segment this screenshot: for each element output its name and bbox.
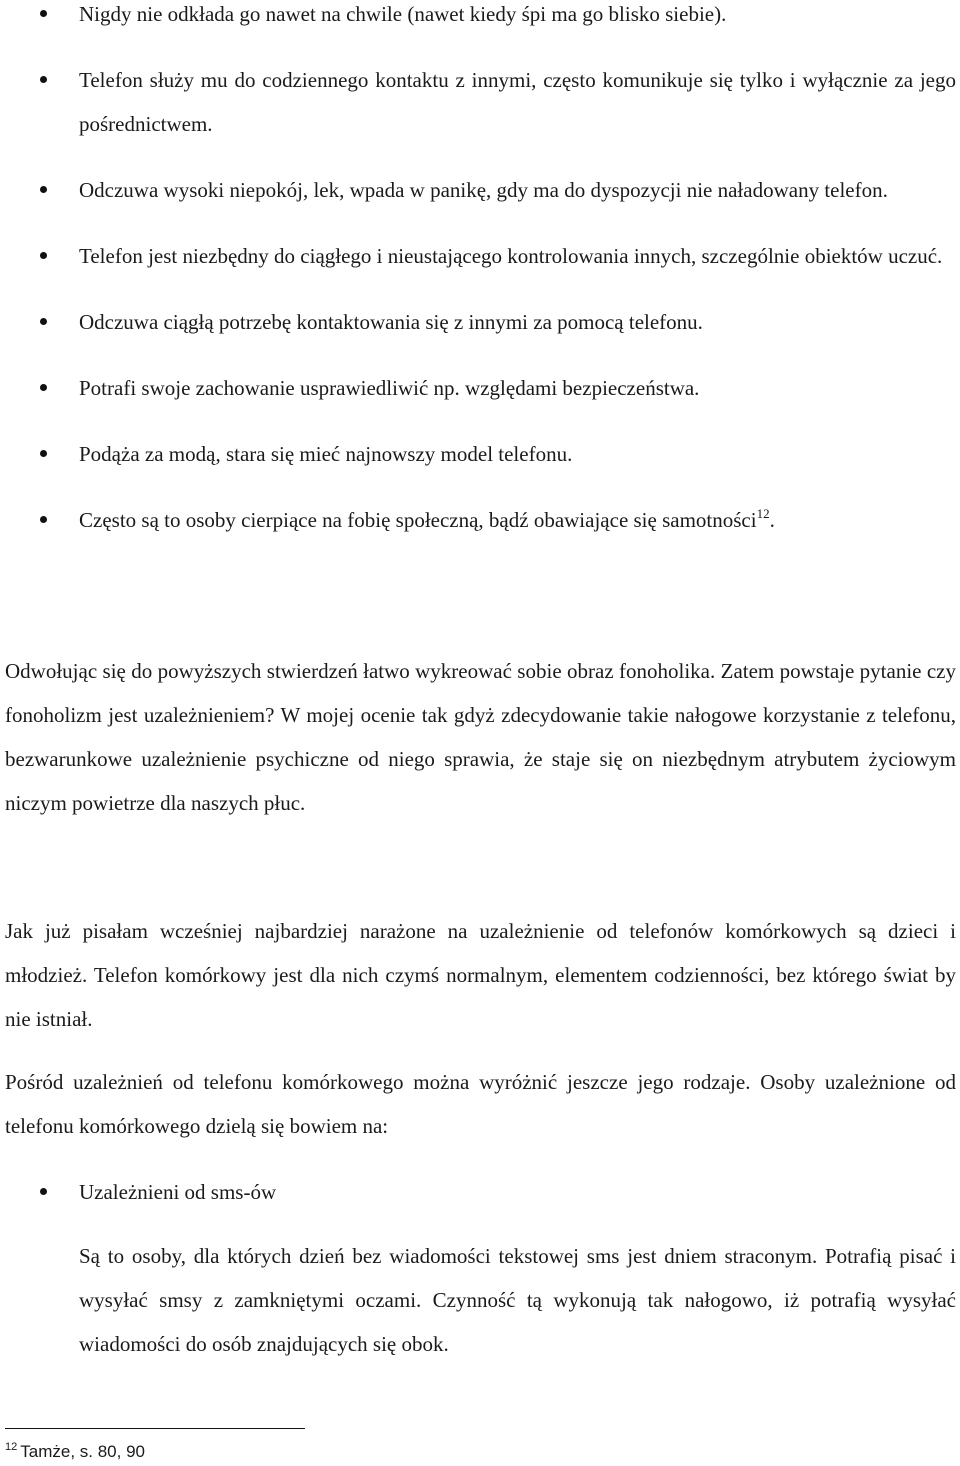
list-item [0, 234, 956, 278]
addiction-types-list [0, 1170, 956, 1214]
bullet-icon [40, 10, 47, 17]
bullet-icon [40, 318, 47, 325]
list-item [0, 168, 956, 212]
list-item-text: Odczuwa ciągłą potrzebę kontaktowania się z innymi za pomocą telefonu. [79, 310, 703, 334]
list-item-text: Często są to osoby cierpiące na fobię społeczną, bądź obawiające się samotności [79, 508, 757, 532]
bullet-icon [40, 384, 47, 391]
list-item-text: Telefon jest niezbędny do ciągłego i nieustającego kontrolowania innych, szczególnie obiektów uczuć. [79, 244, 943, 268]
list-item [0, 0, 956, 36]
type-description: Są to osoby, dla których dzień bez wiadomości tekstowej sms jest dniem straconym. Potrafią pisać i wysyłać smsy z zamkniętymi oczami. Czynność tą wykonują tak nałogowo, iż potrafią wysyłać wiadomości do osób znajdujących się obok. [79, 1244, 956, 1356]
footnote-text: Tamże, s. 80, 90 [20, 1442, 145, 1461]
list-item-text: Potrafi swoje zachowanie usprawiedliwić np. względami bezpieczeństwa. [79, 376, 700, 400]
list-item-text: Odczuwa wysoki niepokój, lek, wpada w panikę, gdy ma do dyspozycji nie naładowany telefon. [79, 178, 888, 202]
list-item [0, 58, 956, 146]
footnote [5, 1440, 145, 1466]
bullet-icon [40, 252, 47, 259]
list-item [0, 366, 956, 410]
list-item [0, 432, 956, 476]
footnote-number: 12 [5, 1441, 18, 1453]
list-item [0, 300, 956, 344]
list-item [0, 1170, 956, 1214]
bullet-icon [40, 516, 47, 523]
paragraph: Jak już pisałam wcześniej najbardziej narażone na uzależnienie od telefonów komórkowych są dzieci i młodzież. Telefon komórkowy jest dla nich czymś normalnym, elementem codzienności, bez którego świat by nie istniał. [5, 919, 956, 1031]
list-item-text: Podąża za modą, stara się mieć najnowszy model telefonu. [79, 442, 573, 466]
list-item [0, 498, 956, 545]
bullet-icon [40, 450, 47, 457]
symptoms-list [0, 0, 956, 545]
list-item-text: Nigdy nie odkłada go nawet na chwile (nawet kiedy śpi ma go blisko siebie). [79, 2, 727, 26]
bullet-icon [40, 76, 47, 83]
paragraph: Odwołując się do powyższych stwierdzeń łatwo wykreować sobie obraz fonoholika. Zatem powstaje pytanie czy fonoholizm jest uzależnieniem? W mojej ocenie tak gdyż zdecydowanie takie nałogowe korzystanie z telefonu, bezwarunkowe uzależnienie psychiczne od niego sprawia, że staje się on niezbędnym atrybutem życiowym niczym powietrze dla naszych płuc. [5, 659, 956, 815]
type-title: Uzależnieni od sms-ów [79, 1180, 277, 1204]
bullet-icon [40, 1188, 47, 1195]
paragraph: Pośród uzależnień od telefonu komórkowego można wyróżnić jeszcze jego rodzaje. Osoby uzależnione od telefonu komórkowego dzielą się bowiem na: [5, 1070, 956, 1138]
bullet-icon [40, 186, 47, 193]
list-item-text: Telefon służy mu do codziennego kontaktu z innymi, często komunikuje się tylko i wyłącznie za jego pośrednictwem. [79, 68, 956, 136]
list-item-end: . [769, 508, 775, 532]
footnote-reference[interactable]: 12 [756, 506, 770, 521]
footnote-divider [5, 1428, 305, 1429]
